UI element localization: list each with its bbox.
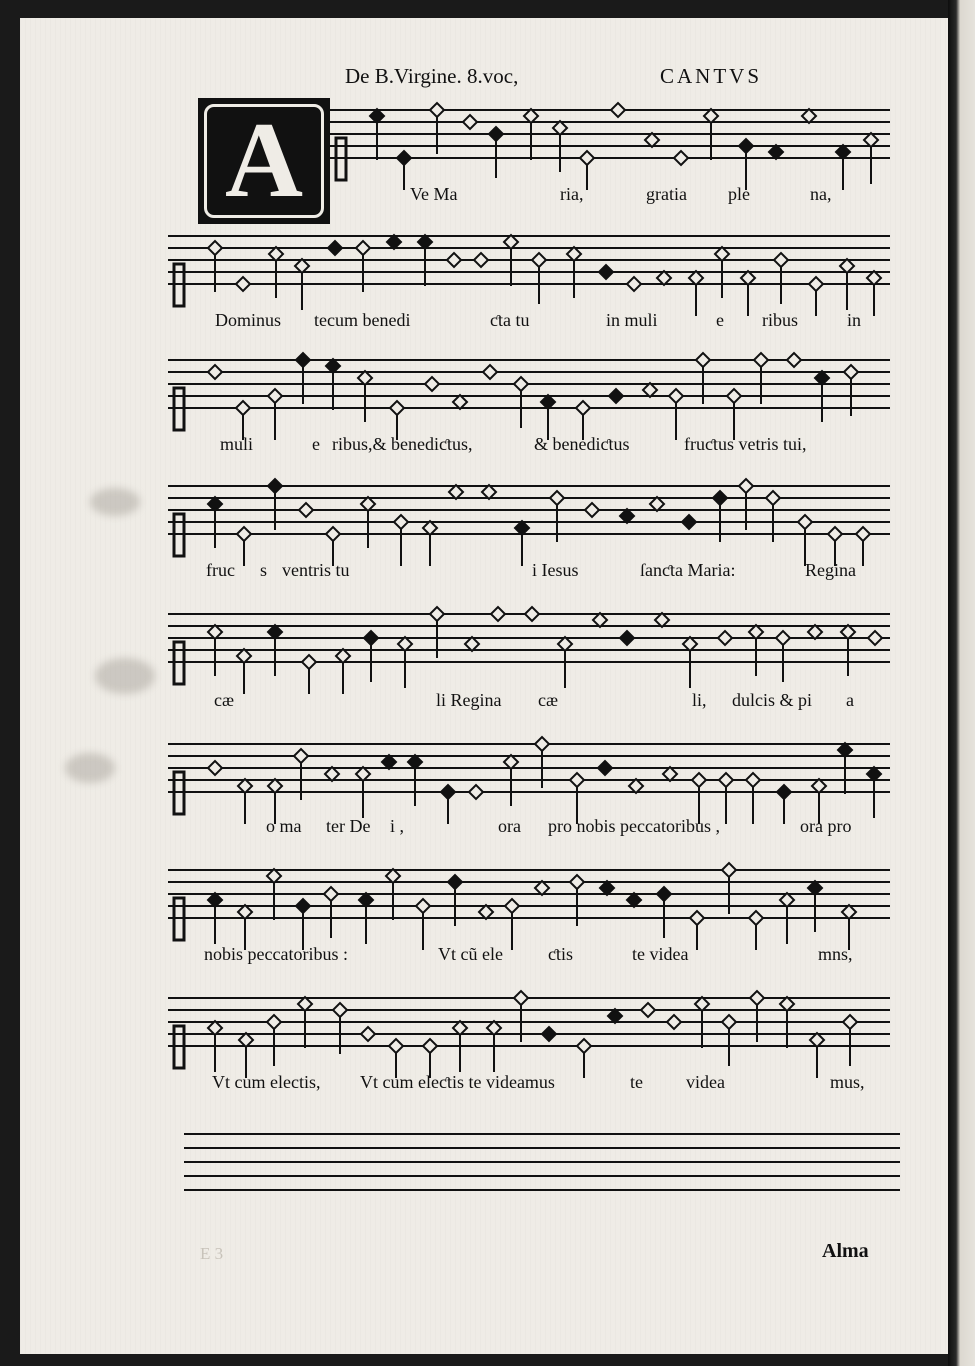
lyric-syllable: ora pro [800, 816, 852, 836]
note-icon [611, 103, 625, 117]
catchword: Alma [822, 1240, 869, 1262]
lyric-syllable: mus, [830, 1072, 865, 1092]
note-icon [787, 353, 801, 367]
note-icon [776, 631, 790, 682]
note-icon [489, 127, 503, 178]
lyric-syllable: Vt cum eleƈtis te videamus [360, 1072, 555, 1092]
music-staff [168, 988, 910, 1078]
lyric-syllable: te videa [632, 944, 689, 964]
note-icon [777, 785, 791, 824]
note-icon [749, 911, 763, 950]
lyric-syllable: a [846, 690, 854, 710]
lyric-syllable: e [716, 310, 724, 330]
note-icon [394, 515, 408, 566]
lyric-syllable: gratia [646, 184, 687, 204]
note-icon [599, 265, 613, 279]
lyric-syllable: s [260, 560, 268, 580]
note-icon [641, 1003, 655, 1017]
lyric-syllable: cæ [538, 690, 558, 710]
note-icon [802, 109, 816, 123]
note-icon [465, 637, 479, 651]
note-icon [608, 1009, 622, 1023]
note-icon [535, 881, 549, 895]
note-icon [769, 145, 783, 159]
note-icon [836, 145, 850, 190]
note-icon [669, 389, 683, 440]
note-icon [237, 649, 251, 694]
lyric-syllable: in muli [606, 310, 658, 330]
note-icon [690, 911, 704, 950]
lyric-syllable: ƈta tu [490, 310, 530, 330]
note-icon [514, 377, 528, 428]
bleed-through-signature: E 3 [200, 1244, 224, 1263]
lyric-syllable: ribus [762, 310, 798, 330]
lyric-syllable: pro nobis peccatoribus , [548, 816, 720, 836]
note-icon [682, 515, 696, 529]
header-title: De B.Virgine. 8.voc, [345, 64, 519, 88]
note-icon [416, 899, 430, 950]
note-icon [719, 773, 733, 824]
note-icon [387, 235, 401, 249]
note-icon [267, 1015, 281, 1066]
note-icon [441, 785, 455, 824]
lyric-syllable: videa [686, 1072, 725, 1092]
note-icon [237, 527, 251, 566]
lyric-syllable: & benediƈtus [534, 434, 630, 454]
lyric-syllable: e [312, 434, 320, 454]
note-icon [809, 277, 823, 316]
note-icon [689, 271, 703, 316]
music-staff [168, 226, 910, 316]
note-icon [328, 241, 342, 255]
note-icon [627, 893, 641, 907]
music-staff [168, 350, 910, 440]
note-icon [868, 631, 882, 645]
note-icon [643, 383, 657, 397]
note-icon [746, 773, 760, 824]
note-icon [364, 631, 378, 682]
note-icon [453, 395, 467, 409]
note-icon [598, 761, 612, 775]
note-icon [382, 755, 396, 769]
note-icon [361, 1027, 375, 1041]
lyric-syllable: ple [728, 184, 750, 204]
note-icon [867, 271, 881, 316]
lyric-syllable: Ve Ma [410, 184, 458, 204]
music-staff [168, 734, 910, 824]
note-icon [505, 899, 519, 950]
lyric-syllable: ventris tu [282, 560, 350, 580]
lyric-syllable: i , [390, 816, 405, 836]
note-icon [324, 887, 338, 938]
lyric-syllable: fruƈtus vetris tui, [684, 434, 807, 454]
note-icon [515, 521, 529, 566]
note-icon [482, 485, 496, 499]
note-icon [663, 767, 677, 781]
note-icon [674, 151, 688, 165]
lyric-syllable: ƈtis [548, 944, 573, 964]
note-icon [449, 485, 463, 499]
note-icon [727, 389, 741, 440]
note-icon [532, 253, 546, 304]
note-icon [657, 271, 671, 285]
note-icon [609, 389, 623, 403]
note-icon [483, 365, 497, 379]
note-icon [423, 521, 437, 566]
note-icon [627, 277, 641, 291]
note-icon [810, 1033, 824, 1078]
note-icon [718, 631, 732, 645]
initial-letter: A [225, 101, 303, 220]
note-icon [667, 1015, 681, 1029]
note-icon [208, 365, 222, 379]
music-staff [168, 604, 910, 694]
note-icon [268, 389, 282, 440]
note-icon [808, 625, 822, 639]
note-icon [620, 631, 634, 645]
note-icon [397, 151, 411, 190]
note-icon [843, 1015, 857, 1066]
lyric-syllable: li Regina [436, 690, 502, 710]
lyric-syllable: muli [220, 434, 254, 454]
note-icon [722, 1015, 736, 1066]
page-header [20, 64, 948, 94]
lyric-syllable: fruc [206, 560, 235, 580]
note-icon [474, 253, 488, 267]
note-icon [739, 139, 753, 190]
note-icon [469, 785, 483, 799]
lyric-syllable: in [847, 310, 862, 330]
note-icon [491, 607, 505, 621]
note-icon [447, 253, 461, 267]
note-icon [645, 133, 659, 147]
note-icon [629, 779, 643, 793]
lyric-syllable: ter De [326, 816, 371, 836]
lyric-syllable: tecum benedi [314, 310, 411, 330]
note-icon [741, 271, 755, 316]
lyric-syllable: ria, [560, 184, 584, 204]
lyric-syllable: li, [692, 690, 707, 710]
note-icon [650, 497, 664, 511]
music-staff [330, 100, 910, 190]
note-icon [302, 655, 316, 694]
note-icon [657, 887, 671, 938]
decorated-initial [198, 98, 330, 224]
lyric-syllable: cæ [214, 690, 234, 710]
note-icon [655, 613, 669, 627]
lyric-syllable: dulcis & pi [732, 690, 812, 710]
note-icon [463, 115, 477, 129]
note-icon [299, 503, 313, 517]
note-icon [585, 503, 599, 517]
lyric-syllable: ſanƈta Maria: [640, 560, 736, 580]
lyric-syllable: ribus,& benediƈtus, [332, 434, 473, 454]
note-icon [577, 1039, 591, 1078]
lyric-syllable: nobis peccatoribus : [204, 944, 348, 964]
lyric-syllable: mns, [818, 944, 853, 964]
book-gutter [948, 0, 975, 1366]
lyric-syllable: te [630, 1072, 643, 1092]
note-icon [296, 899, 310, 950]
note-icon [593, 613, 607, 627]
lyric-syllable: o ma [266, 816, 302, 836]
lyric-syllable: Vt cũ ele [438, 944, 503, 964]
lyric-syllable: ora [498, 816, 521, 836]
lyric-syllable: na, [810, 184, 832, 204]
music-page [20, 18, 948, 1354]
note-icon [236, 277, 250, 291]
music-staff [168, 476, 910, 566]
note-icon [525, 607, 539, 621]
note-icon [774, 253, 788, 304]
note-icon [600, 881, 614, 895]
note-icon [325, 767, 339, 781]
empty-staff [184, 1130, 900, 1210]
voice-part-label: CANTVS [660, 64, 763, 88]
note-icon [542, 1027, 556, 1041]
lyric-syllable: i Iesus [532, 560, 579, 580]
note-icon [798, 515, 812, 566]
note-icon [238, 779, 252, 824]
note-icon [620, 509, 634, 523]
note-icon [479, 905, 493, 919]
lyric-syllable: Regina [805, 560, 856, 580]
note-icon [336, 649, 350, 694]
note-icon [208, 761, 222, 775]
note-icon [425, 377, 439, 391]
lyric-syllable: Dominus [215, 310, 282, 330]
lyric-syllable: Vt cum electis, [212, 1072, 321, 1092]
note-icon [856, 527, 870, 566]
music-staff [168, 860, 910, 950]
